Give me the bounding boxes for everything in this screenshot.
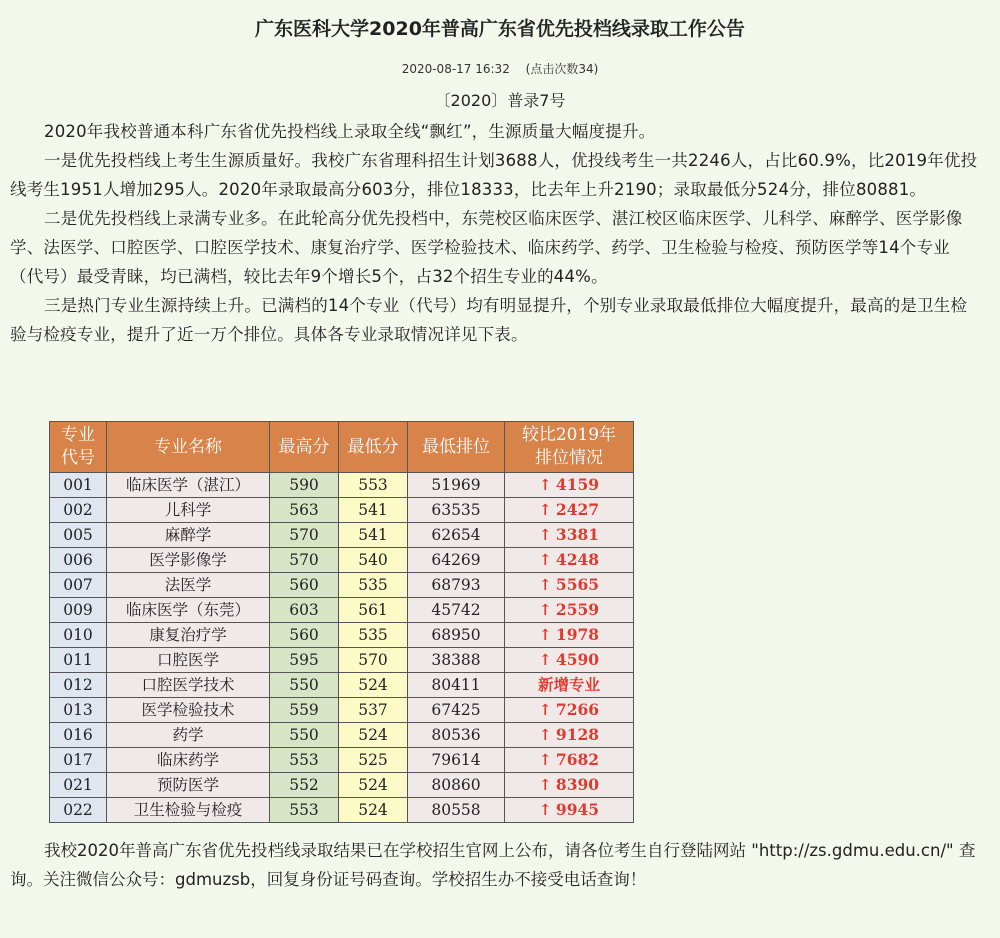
header-name: 专业名称 (107, 422, 270, 473)
cell-min-rank: 64269 (408, 548, 505, 573)
click-count: (点击次数34) (525, 62, 599, 76)
header-code-line2: 代号 (61, 448, 95, 468)
cell-name: 预防医学 (107, 773, 270, 798)
cell-code: 017 (50, 748, 107, 773)
cell-max-score: 570 (270, 548, 339, 573)
cell-min-rank: 80860 (408, 773, 505, 798)
header-rank: 最低排位 (408, 422, 505, 473)
table-row (50, 798, 634, 823)
cell-max-score: 603 (270, 598, 339, 623)
cell-name: 临床医学（东莞） (107, 598, 270, 623)
header-change (505, 422, 634, 473)
cell-name: 口腔医学技术 (107, 673, 270, 698)
page-title: 广东医科大学2020年普高广东省优先投档线录取工作公告 (255, 18, 745, 40)
table-row (50, 623, 634, 648)
publish-date: 2020-08-17 16:32 (401, 62, 510, 76)
rank-change-value: 7266 (555, 700, 600, 719)
cell-rank-change (505, 498, 634, 523)
cell-code: 010 (50, 623, 107, 648)
table-row (50, 748, 634, 773)
cell-min-rank: 80558 (408, 798, 505, 823)
cell-max-score: 552 (270, 773, 339, 798)
arrow-up-icon: ↑ (538, 650, 552, 669)
cell-max-score: 550 (270, 723, 339, 748)
paragraph-point-2: 二是优先投档线上录满专业多。在此轮高分优先投档中，东莞校区临床医学、湛江校区临床医学、儿科学、麻醉学、医学影像学、法医学、口腔医学、口腔医学技术、康复治疗学、医学检验技术、临床药学、药学、卫生检验与检疫、预防医学等14个专业（代号）最受青睐，均已满档，较比去年9个增长5个，占32个招生专业的44%。 (10, 209, 963, 286)
paragraph-point-3: 三是热门专业生源持续上升。已满档的14个专业（代号）均有明显提升，个别专业录取最低排位大幅度提升，最高的是卫生检验与检疫专业，提升了近一万个排位。具体各专业录取情况详见下表。 (10, 296, 968, 344)
table-row (50, 698, 634, 723)
header-code-line1: 专业 (61, 425, 95, 445)
cell-min-score: 570 (339, 648, 408, 673)
header-change-line1: 较比2019年 (521, 425, 617, 445)
cell-rank-change (505, 748, 634, 773)
rank-change-value: 2559 (555, 600, 600, 619)
cell-code: 012 (50, 673, 107, 698)
cell-min-rank: 38388 (408, 648, 505, 673)
rank-change-value: 9945 (555, 800, 600, 819)
cell-min-score: 524 (339, 673, 408, 698)
cell-max-score: 563 (270, 498, 339, 523)
article-meta (0, 60, 1000, 77)
cell-min-score: 537 (339, 698, 408, 723)
rank-change-value: 5565 (555, 575, 600, 594)
cell-min-score: 541 (339, 498, 408, 523)
arrow-up-icon: ↑ (538, 475, 552, 494)
table-row (50, 523, 634, 548)
cell-code: 011 (50, 648, 107, 673)
cell-min-score: 524 (339, 723, 408, 748)
cell-name: 法医学 (107, 573, 270, 598)
header-change-line2: 排位情况 (535, 448, 603, 468)
cell-min-rank: 51969 (408, 473, 505, 498)
table-row (50, 473, 634, 498)
cell-max-score: 553 (270, 748, 339, 773)
rank-change-value: 4159 (555, 475, 600, 494)
cell-min-rank: 68950 (408, 623, 505, 648)
rank-change-value: 4590 (555, 650, 600, 669)
table-row (50, 648, 634, 673)
cell-name: 卫生检验与检疫 (107, 798, 270, 823)
cell-code: 016 (50, 723, 107, 748)
cell-min-score: 541 (339, 523, 408, 548)
cell-name: 麻醉学 (107, 523, 270, 548)
admission-table (49, 421, 634, 823)
cell-name: 康复治疗学 (107, 623, 270, 648)
cell-min-rank: 63535 (408, 498, 505, 523)
cell-rank-change (505, 698, 634, 723)
header-max: 最高分 (270, 422, 339, 473)
rank-change-value: 9128 (555, 725, 600, 744)
table-body (50, 473, 634, 823)
cell-rank-change (505, 548, 634, 573)
table-row (50, 573, 634, 598)
article-footer (10, 836, 980, 894)
cell-min-score: 540 (339, 548, 408, 573)
arrow-up-icon: ↑ (538, 600, 552, 619)
cell-max-score: 553 (270, 798, 339, 823)
cell-min-score: 535 (339, 623, 408, 648)
rank-change-value: 4248 (555, 550, 600, 569)
arrow-up-icon: ↑ (538, 575, 552, 594)
cell-max-score: 550 (270, 673, 339, 698)
cell-code: 006 (50, 548, 107, 573)
cell-name: 医学检验技术 (107, 698, 270, 723)
table-row (50, 723, 634, 748)
cell-code: 007 (50, 573, 107, 598)
cell-rank-change (505, 723, 634, 748)
cell-min-score: 535 (339, 573, 408, 598)
arrow-up-icon: ↑ (538, 500, 552, 519)
rank-change-value: 7682 (555, 750, 600, 769)
cell-min-rank: 62654 (408, 523, 505, 548)
footer-notice: 我校2020年普高广东省优先投档线录取结果已在学校招生官网上公布，请各位考生自行登陆网站 "http://zs.gdmu.edu.cn/" 查询。关注微信公众号：gdmuzsb，回复身份证号码查询。学校招生办不接受电话查询！ (10, 841, 976, 889)
cell-min-rank: 79614 (408, 748, 505, 773)
cell-code: 002 (50, 498, 107, 523)
cell-rank-change (505, 673, 634, 698)
cell-rank-change (505, 798, 634, 823)
cell-name: 口腔医学 (107, 648, 270, 673)
arrow-up-icon: ↑ (538, 725, 552, 744)
cell-name: 医学影像学 (107, 548, 270, 573)
cell-rank-change (505, 573, 634, 598)
cell-max-score: 570 (270, 523, 339, 548)
cell-min-rank: 80411 (408, 673, 505, 698)
cell-min-score: 524 (339, 798, 408, 823)
cell-rank-change (505, 648, 634, 673)
cell-min-rank: 68793 (408, 573, 505, 598)
arrow-up-icon: ↑ (538, 800, 552, 819)
cell-code: 005 (50, 523, 107, 548)
paragraph-intro: 2020年我校普通本科广东省优先投档线上录取全线“飘红”，生源质量大幅度提升。 (44, 122, 656, 141)
cell-min-score: 525 (339, 748, 408, 773)
cell-max-score: 559 (270, 698, 339, 723)
table-row (50, 673, 634, 698)
cell-name: 临床药学 (107, 748, 270, 773)
arrow-up-icon: ↑ (538, 700, 552, 719)
table-header-row (50, 422, 634, 473)
header-code (50, 422, 107, 473)
cell-name: 临床医学（湛江） (107, 473, 270, 498)
table-row (50, 548, 634, 573)
cell-rank-change (505, 598, 634, 623)
rank-change-value: 8390 (555, 775, 600, 794)
arrow-up-icon: ↑ (538, 750, 552, 769)
table-row (50, 773, 634, 798)
cell-max-score: 595 (270, 648, 339, 673)
cell-min-rank: 80536 (408, 723, 505, 748)
rank-change-value: 3381 (555, 525, 600, 544)
cell-min-score: 524 (339, 773, 408, 798)
rank-change-value: 1978 (555, 625, 600, 644)
cell-rank-change (505, 623, 634, 648)
arrow-up-icon: ↑ (538, 525, 552, 544)
table-row (50, 598, 634, 623)
cell-rank-change (505, 473, 634, 498)
cell-code: 009 (50, 598, 107, 623)
arrow-up-icon: ↑ (538, 775, 552, 794)
article-body (10, 117, 980, 349)
cell-min-score: 561 (339, 598, 408, 623)
header-min: 最低分 (339, 422, 408, 473)
cell-max-score: 590 (270, 473, 339, 498)
cell-code: 013 (50, 698, 107, 723)
cell-code: 001 (50, 473, 107, 498)
cell-min-rank: 45742 (408, 598, 505, 623)
cell-max-score: 560 (270, 623, 339, 648)
rank-change-value: 新增专业 (537, 675, 600, 694)
table-row (50, 498, 634, 523)
cell-rank-change (505, 773, 634, 798)
cell-code: 021 (50, 773, 107, 798)
cell-name: 药学 (107, 723, 270, 748)
cell-min-score: 553 (339, 473, 408, 498)
document-number: 〔2020〕普录7号 (434, 91, 566, 110)
rank-change-value: 2427 (555, 500, 600, 519)
paragraph-point-1: 一是优先投档线上考生生源质量好。我校广东省理科招生计划3688人，优投线考生一共2246人，占比60.9%，比2019年优投线考生1951人增加295人。2020年录取最高分603分，排位18333，比去年上升2190；录取最低分524分，排位80881。 (10, 151, 978, 199)
arrow-up-icon: ↑ (538, 625, 552, 644)
cell-max-score: 560 (270, 573, 339, 598)
arrow-up-icon: ↑ (538, 550, 552, 569)
cell-code: 022 (50, 798, 107, 823)
cell-name: 儿科学 (107, 498, 270, 523)
cell-min-rank: 67425 (408, 698, 505, 723)
cell-rank-change (505, 523, 634, 548)
